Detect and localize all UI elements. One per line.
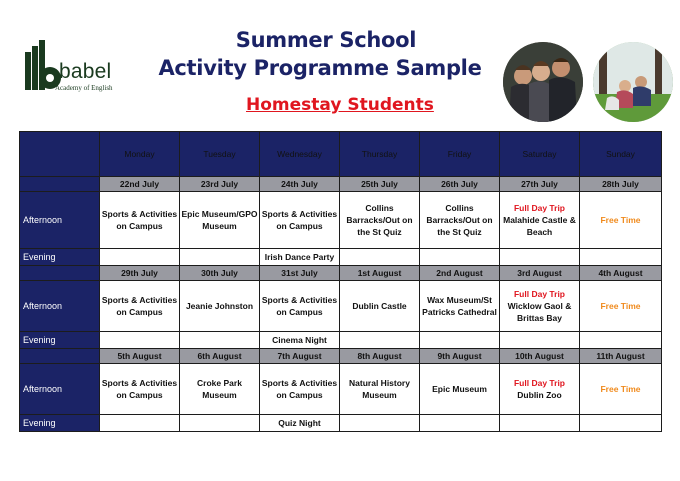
evening-cell bbox=[500, 249, 580, 266]
date-cell: 5th August bbox=[100, 349, 180, 364]
activity-cell: Collins Barracks/Out on the St Quiz bbox=[340, 192, 420, 249]
date-cell: 3rd August bbox=[500, 266, 580, 281]
date-cell: 2nd August bbox=[420, 266, 500, 281]
logo-subtitle: Academy of English bbox=[55, 84, 113, 92]
date-cell: 28th July bbox=[580, 177, 662, 192]
date-row-label bbox=[20, 349, 100, 364]
date-cell: 1st August bbox=[340, 266, 420, 281]
evening-label: Evening bbox=[20, 415, 100, 432]
day-header: Sunday bbox=[580, 132, 662, 177]
evening-label: Evening bbox=[20, 332, 100, 349]
date-cell: 6th August bbox=[180, 349, 260, 364]
evening-row bbox=[20, 249, 662, 266]
activity-text: Dublin Zoo bbox=[517, 390, 562, 400]
date-cell: 22nd July bbox=[100, 177, 180, 192]
date-row bbox=[20, 177, 662, 192]
full-day-trip-label: Full Day Trip bbox=[513, 203, 565, 213]
evening-cell bbox=[580, 332, 662, 349]
park-students-photo bbox=[593, 42, 673, 122]
evening-cell bbox=[180, 415, 260, 432]
day-header-row bbox=[20, 132, 662, 177]
evening-row bbox=[20, 332, 662, 349]
evening-cell bbox=[580, 249, 662, 266]
evening-cell: Irish Dance Party bbox=[260, 249, 340, 266]
activity-cell: Dublin Castle bbox=[340, 281, 420, 332]
date-row bbox=[20, 349, 662, 364]
date-cell: 11th August bbox=[580, 349, 662, 364]
date-cell: 29th July bbox=[100, 266, 180, 281]
full-day-trip-label: Full Day Trip bbox=[513, 378, 565, 388]
activity-cell: Collins Barracks/Out on the St Quiz bbox=[420, 192, 500, 249]
date-cell: 24th July bbox=[260, 177, 340, 192]
evening-cell bbox=[420, 332, 500, 349]
date-row-label bbox=[20, 177, 100, 192]
activity-cell: Sports & Activities on Campus bbox=[100, 192, 180, 249]
day-header: Tuesday bbox=[180, 132, 260, 177]
students-photo bbox=[503, 42, 583, 122]
evening-cell bbox=[100, 415, 180, 432]
evening-cell bbox=[340, 249, 420, 266]
free-time-cell: Free Time bbox=[580, 364, 662, 415]
activity-cell: Jeanie Johnston bbox=[180, 281, 260, 332]
title-line-1: Summer School bbox=[235, 28, 417, 52]
day-header: Thursday bbox=[340, 132, 420, 177]
afternoon-label: Afternoon bbox=[20, 281, 100, 332]
activity-text: Wicklow Gaol & Brittas Bay bbox=[507, 301, 572, 323]
afternoon-label: Afternoon bbox=[20, 364, 100, 415]
activity-cell: Wax Museum/St Patricks Cathedral bbox=[420, 281, 500, 332]
activity-cell: Natural History Museum bbox=[340, 364, 420, 415]
activity-schedule-table bbox=[19, 131, 662, 432]
date-cell: 9th August bbox=[420, 349, 500, 364]
activity-cell: Sports & Activities on Campus bbox=[260, 192, 340, 249]
afternoon-row bbox=[20, 281, 662, 332]
evening-cell bbox=[420, 249, 500, 266]
activity-cell: Sports & Activities on Campus bbox=[260, 281, 340, 332]
evening-cell bbox=[100, 332, 180, 349]
activity-cell: Epic Museum/GPO Museum bbox=[180, 192, 260, 249]
day-header: Friday bbox=[420, 132, 500, 177]
evening-cell bbox=[500, 415, 580, 432]
activity-cell: Sports & Activities on Campus bbox=[100, 364, 180, 415]
activity-cell: Sports & Activities on Campus bbox=[100, 281, 180, 332]
evening-cell: Cinema Night bbox=[260, 332, 340, 349]
date-cell: 10th August bbox=[500, 349, 580, 364]
evening-cell bbox=[180, 249, 260, 266]
date-cell: 27th July bbox=[500, 177, 580, 192]
date-cell: 7th August bbox=[260, 349, 340, 364]
free-time-cell: Free Time bbox=[580, 192, 662, 249]
corner-cell bbox=[20, 132, 100, 177]
evening-cell: Quiz Night bbox=[260, 415, 340, 432]
logo-wordmark: babel bbox=[59, 60, 112, 83]
date-cell: 4th August bbox=[580, 266, 662, 281]
date-cell: 26th July bbox=[420, 177, 500, 192]
evening-label: Evening bbox=[20, 249, 100, 266]
evening-cell bbox=[500, 332, 580, 349]
activity-cell bbox=[500, 281, 580, 332]
activity-cell: Epic Museum bbox=[420, 364, 500, 415]
date-row-label bbox=[20, 266, 100, 281]
date-cell: 23rd July bbox=[180, 177, 260, 192]
evening-cell bbox=[180, 332, 260, 349]
day-header: Monday bbox=[100, 132, 180, 177]
day-header: Saturday bbox=[500, 132, 580, 177]
afternoon-row bbox=[20, 364, 662, 415]
activity-cell: Croke Park Museum bbox=[180, 364, 260, 415]
afternoon-row bbox=[20, 192, 662, 249]
activity-cell bbox=[500, 192, 580, 249]
page-subtitle: Homestay Students bbox=[246, 95, 434, 115]
title-line-2: Activity Programme Sample bbox=[158, 56, 482, 80]
full-day-trip-label: Full Day Trip bbox=[513, 289, 565, 299]
date-row bbox=[20, 266, 662, 281]
free-time-cell: Free Time bbox=[580, 281, 662, 332]
activity-text: Malahide Castle & Beach bbox=[503, 215, 576, 237]
evening-cell bbox=[420, 415, 500, 432]
day-header: Wednesday bbox=[260, 132, 340, 177]
date-cell: 25th July bbox=[340, 177, 420, 192]
evening-cell bbox=[580, 415, 662, 432]
evening-cell bbox=[340, 332, 420, 349]
date-cell: 8th August bbox=[340, 349, 420, 364]
date-cell: 31st July bbox=[260, 266, 340, 281]
evening-cell bbox=[100, 249, 180, 266]
activity-cell bbox=[500, 364, 580, 415]
activity-cell: Sports & Activities on Campus bbox=[260, 364, 340, 415]
afternoon-label: Afternoon bbox=[20, 192, 100, 249]
evening-row bbox=[20, 415, 662, 432]
evening-cell bbox=[340, 415, 420, 432]
date-cell: 30th July bbox=[180, 266, 260, 281]
